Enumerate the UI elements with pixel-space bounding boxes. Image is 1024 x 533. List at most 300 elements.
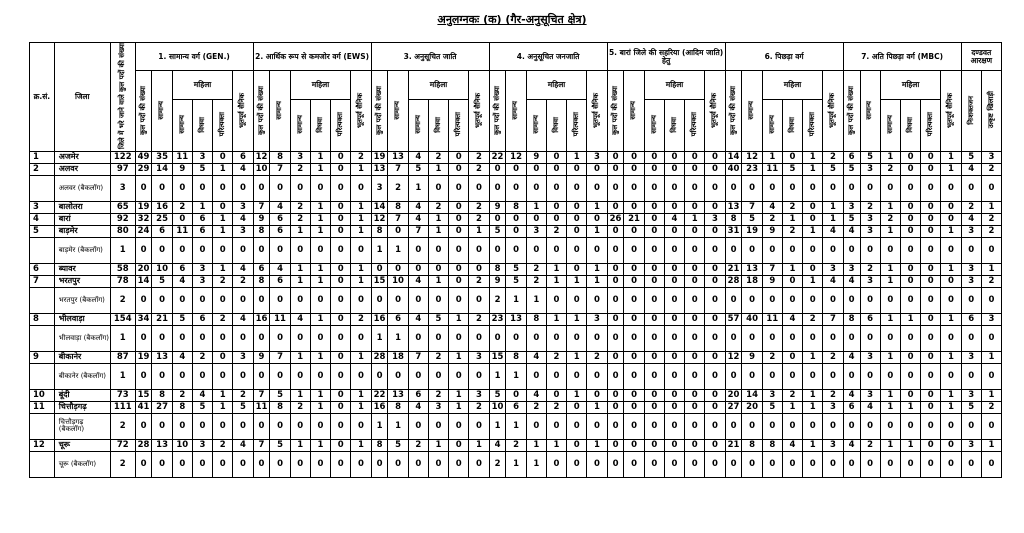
table-cell: 2	[290, 163, 310, 175]
table-cell: 1	[110, 363, 135, 389]
table-cell: 0	[546, 175, 566, 201]
table-cell: 0	[782, 325, 802, 351]
table-cell: 2	[408, 439, 428, 451]
table-cell: 0	[607, 363, 624, 389]
table-cell: 0	[233, 363, 253, 389]
table-cell: 0	[469, 237, 489, 263]
table-cell: 24	[135, 225, 152, 237]
table-cell: 8	[725, 213, 742, 225]
table-cell: 0	[685, 225, 705, 237]
table-cell: 1	[587, 201, 607, 213]
table-cell: 0	[725, 175, 742, 201]
table-cell: 0	[310, 413, 330, 439]
table-cell: 154	[110, 313, 135, 325]
subheader-total-posts: कुल पदों की संख्या	[489, 71, 506, 152]
table-cell: 8	[253, 225, 270, 237]
table-cell: 0	[624, 201, 644, 213]
table-cell: 8	[388, 401, 408, 413]
table-cell: 7	[742, 201, 762, 213]
table-cell: 0	[408, 363, 428, 389]
subheader-general: सामान्य	[860, 71, 880, 152]
table-cell: 2	[546, 401, 566, 413]
table-cell: 80	[110, 225, 135, 237]
table-cell: 0	[644, 263, 664, 275]
table-cell: 13	[152, 439, 172, 451]
table-cell: 0	[762, 325, 782, 351]
table-cell: 1	[351, 225, 371, 237]
table-cell: 0	[152, 413, 172, 439]
table-cell: 0	[762, 237, 782, 263]
table-cell: 0	[607, 313, 624, 325]
table-cell: 0	[388, 363, 408, 389]
table-cell: 0	[705, 351, 725, 363]
table-cell: 0	[469, 175, 489, 201]
table-cell: 0	[900, 163, 920, 175]
table-cell: 4	[526, 351, 546, 363]
table-cell: 1	[351, 201, 371, 213]
table-cell: 0	[526, 325, 546, 351]
table-cell: 0	[860, 287, 880, 313]
table-cell: 0	[705, 237, 725, 263]
table-cell: 18	[742, 275, 762, 287]
table-cell: 2	[469, 275, 489, 287]
table-cell: 0	[233, 413, 253, 439]
table-row	[30, 287, 1002, 313]
table-cell: 1	[351, 275, 371, 287]
table-cell: 0	[587, 163, 607, 175]
table-cell: 1	[110, 325, 135, 351]
table-cell: 4	[192, 389, 212, 401]
table-cell: 1	[192, 201, 212, 213]
table-cell: 0	[331, 351, 351, 363]
table-cell: 0	[567, 413, 587, 439]
table-cell: 0	[880, 363, 900, 389]
table-cell: 4	[823, 275, 843, 287]
table-cell: 23	[489, 313, 506, 325]
table-cell: 6	[843, 151, 860, 163]
table-cell: 5	[270, 439, 290, 451]
table-cell: 4	[233, 313, 253, 325]
table-cell: 0	[233, 451, 253, 477]
table-cell: 0	[331, 401, 351, 413]
table-cell: 0	[644, 151, 664, 163]
table-cell: 2	[290, 201, 310, 213]
subheader-total-posts: कुल पदों की संख्या	[607, 71, 624, 152]
table-cell: 22	[489, 151, 506, 163]
table-cell: 0	[685, 237, 705, 263]
table-cell: 0	[644, 351, 664, 363]
table-cell: 4	[408, 275, 428, 287]
table-cell: 4	[860, 401, 880, 413]
table-cell: 1	[587, 225, 607, 237]
table-cell: 3	[961, 389, 981, 401]
table-cell: 3	[371, 175, 388, 201]
table-cell: 0	[880, 413, 900, 439]
table-cell: 5	[506, 263, 526, 275]
table-cell: 5	[843, 213, 860, 225]
table-cell: 1	[449, 401, 469, 413]
table-cell: 2	[506, 439, 526, 451]
table-cell: 0	[351, 287, 371, 313]
table-cell: 0	[981, 451, 1001, 477]
table-cell: 0	[644, 363, 664, 389]
table-cell: 2	[233, 275, 253, 287]
table-cell: 27	[152, 401, 172, 413]
table-cell: 5	[152, 275, 172, 287]
table-cell: 3	[981, 313, 1001, 325]
table-cell: 0	[762, 413, 782, 439]
table-cell: 0	[506, 213, 526, 225]
table-cell: 0	[567, 287, 587, 313]
table-cell: 0	[900, 213, 920, 225]
table-cell: 0	[489, 237, 506, 263]
table-cell: 1	[880, 401, 900, 413]
table-cell: 1	[371, 237, 388, 263]
table-cell: 0	[192, 175, 212, 201]
table-cell: 0	[782, 175, 802, 201]
table-cell: 1	[823, 213, 843, 225]
row-district: बूंदी	[54, 389, 110, 401]
table-cell: 0	[624, 151, 644, 163]
table-cell: 0	[192, 237, 212, 263]
table-cell: 0	[803, 175, 823, 201]
table-cell: 26	[607, 213, 624, 225]
table-cell: 4	[172, 275, 192, 287]
row-district: भरतपुर (बैकलॉग)	[54, 287, 110, 313]
table-cell: 2	[803, 313, 823, 325]
table-cell: 0	[290, 451, 310, 477]
table-cell: 0	[624, 225, 644, 237]
table-cell: 5	[428, 313, 448, 325]
table-row	[30, 213, 1002, 225]
table-cell: 0	[270, 363, 290, 389]
table-cell: 2	[489, 287, 506, 313]
table-cell: 0	[587, 175, 607, 201]
table-cell: 3	[823, 439, 843, 451]
table-row	[30, 439, 1002, 451]
table-cell: 0	[685, 201, 705, 213]
table-cell: 0	[567, 451, 587, 477]
table-cell: 0	[685, 439, 705, 451]
table-cell: 4	[843, 389, 860, 401]
table-cell: 1	[290, 275, 310, 287]
table-cell: 16	[371, 313, 388, 325]
table-cell: 2	[469, 313, 489, 325]
table-cell: 1	[803, 389, 823, 401]
subheader-sportsperson: उत्कृष्ट खिलाड़ी	[981, 71, 1001, 152]
table-cell: 8	[371, 225, 388, 237]
table-row	[30, 163, 1002, 175]
table-cell: 0	[449, 413, 469, 439]
table-cell: 0	[900, 151, 920, 163]
subheader-mahila: महिला	[880, 71, 941, 100]
table-cell: 0	[782, 413, 802, 439]
table-cell: 0	[843, 363, 860, 389]
table-cell: 3	[587, 313, 607, 325]
table-cell: 0	[961, 287, 981, 313]
table-row	[30, 263, 1002, 275]
row-district: भीलवाड़ा	[54, 313, 110, 325]
row-district: अजमेर	[54, 151, 110, 163]
table-cell: 0	[331, 213, 351, 225]
table-cell: 0	[152, 287, 172, 313]
table-cell: 1	[310, 439, 330, 451]
table-cell: 0	[624, 439, 644, 451]
subheader-ex-service: भूतपूर्व सैनिक	[823, 71, 843, 152]
table-cell: 0	[742, 175, 762, 201]
table-cell: 5	[961, 401, 981, 413]
table-cell: 0	[921, 439, 941, 451]
table-cell: 6	[408, 389, 428, 401]
table-cell: 0	[449, 325, 469, 351]
row-district: चूरू (बैकलॉग)	[54, 451, 110, 477]
table-cell: 0	[388, 263, 408, 275]
table-cell: 0	[705, 263, 725, 275]
table-cell: 0	[981, 175, 1001, 201]
table-cell: 0	[705, 201, 725, 213]
table-cell: 0	[900, 201, 920, 213]
table-cell: 1	[506, 287, 526, 313]
row-district: चित्तौड़गढ़	[54, 401, 110, 413]
table-cell: 7	[253, 201, 270, 213]
table-cell: 4	[489, 439, 506, 451]
table-cell: 28	[725, 275, 742, 287]
table-cell: 31	[725, 225, 742, 237]
table-cell: 0	[546, 213, 566, 225]
subheader-mahila-general: सामान्य	[880, 99, 900, 151]
table-cell: 0	[567, 439, 587, 451]
table-cell: 1	[310, 401, 330, 413]
table-cell: 0	[981, 413, 1001, 439]
table-cell: 0	[664, 275, 684, 287]
table-cell: 0	[941, 201, 961, 213]
table-cell: 0	[607, 163, 624, 175]
row-sno	[30, 175, 55, 201]
table-cell: 0	[941, 237, 961, 263]
table-cell: 0	[526, 413, 546, 439]
table-cell: 0	[449, 451, 469, 477]
table-cell: 0	[253, 325, 270, 351]
table-cell: 0	[803, 213, 823, 225]
table-cell: 3	[587, 151, 607, 163]
table-cell: 0	[921, 225, 941, 237]
table-cell: 0	[624, 325, 644, 351]
table-cell: 0	[961, 325, 981, 351]
table-cell: 0	[213, 325, 233, 351]
table-cell: 0	[428, 175, 448, 201]
table-cell: 0	[860, 237, 880, 263]
table-cell: 0	[253, 287, 270, 313]
table-cell: 0	[921, 175, 941, 201]
table-cell: 11	[172, 151, 192, 163]
table-cell: 0	[526, 163, 546, 175]
subheader-total-posts: कुल पदों की संख्या	[843, 71, 860, 152]
table-cell: 0	[253, 175, 270, 201]
table-cell: 0	[823, 237, 843, 263]
table-cell: 2	[762, 351, 782, 363]
table-cell: 6	[270, 213, 290, 225]
table-cell: 0	[371, 263, 388, 275]
table-cell: 0	[644, 213, 664, 225]
table-cell: 0	[860, 325, 880, 351]
table-cell: 0	[921, 401, 941, 413]
table-cell: 3	[961, 275, 981, 287]
table-cell: 0	[213, 363, 233, 389]
table-cell: 0	[725, 451, 742, 477]
table-cell: 3	[823, 263, 843, 275]
table-cell: 0	[941, 439, 961, 451]
group-header-mbc: 7. अति पिछड़ा वर्ग (MBC)	[843, 43, 961, 71]
table-row	[30, 175, 1002, 201]
table-cell: 0	[172, 325, 192, 351]
row-district: चूरू	[54, 439, 110, 451]
header-sno: क्र.सं.	[30, 43, 55, 152]
table-cell: 1	[803, 439, 823, 451]
table-cell: 1	[941, 225, 961, 237]
table-cell: 0	[253, 363, 270, 389]
table-cell: 0	[310, 325, 330, 351]
table-cell: 0	[331, 439, 351, 451]
table-cell: 1	[526, 287, 546, 313]
table-cell: 0	[253, 413, 270, 439]
table-cell: 1	[310, 163, 330, 175]
table-cell: 0	[685, 175, 705, 201]
table-cell: 1	[213, 401, 233, 413]
table-cell: 1	[213, 225, 233, 237]
table-cell: 0	[449, 225, 469, 237]
table-cell: 6	[843, 401, 860, 413]
table-cell: 0	[921, 413, 941, 439]
table-cell: 0	[685, 451, 705, 477]
table-cell: 0	[685, 413, 705, 439]
table-cell: 0	[685, 163, 705, 175]
table-cell: 0	[449, 439, 469, 451]
table-cell: 1	[567, 389, 587, 401]
table-cell: 0	[408, 263, 428, 275]
table-cell: 1	[762, 151, 782, 163]
table-cell: 1	[310, 389, 330, 401]
table-cell: 0	[587, 237, 607, 263]
table-cell: 0	[607, 237, 624, 263]
table-cell: 5	[192, 163, 212, 175]
table-cell: 1	[526, 451, 546, 477]
table-cell: 1	[567, 275, 587, 287]
table-cell: 0	[900, 413, 920, 439]
subheader-widow: विधवा	[664, 99, 684, 151]
table-cell: 0	[213, 151, 233, 163]
subheader-general: सामान्य	[624, 71, 644, 152]
table-cell: 0	[152, 325, 172, 351]
table-cell: 2	[981, 401, 1001, 413]
table-cell: 16	[371, 401, 388, 413]
group-header-general: 1. सामान्य वर्ग (GEN.)	[135, 43, 253, 71]
table-cell: 0	[921, 263, 941, 275]
table-cell: 0	[921, 163, 941, 175]
table-cell: 0	[705, 275, 725, 287]
table-cell: 5	[762, 401, 782, 413]
table-cell: 0	[546, 413, 566, 439]
table-cell: 3	[192, 151, 212, 163]
table-cell: 0	[331, 263, 351, 275]
table-cell: 0	[782, 275, 802, 287]
table-cell: 1	[351, 401, 371, 413]
table-cell: 3	[843, 263, 860, 275]
table-cell: 1	[567, 351, 587, 363]
table-cell: 0	[567, 225, 587, 237]
table-cell: 5	[233, 401, 253, 413]
table-cell: 1	[428, 213, 448, 225]
table-cell: 0	[823, 363, 843, 389]
table-cell: 1	[587, 263, 607, 275]
table-header	[30, 43, 1002, 152]
table-cell: 0	[900, 225, 920, 237]
table-cell: 3	[860, 163, 880, 175]
subheader-widow: विधवा	[428, 99, 448, 151]
table-cell: 1	[310, 263, 330, 275]
table-cell: 5	[843, 163, 860, 175]
table-cell: 40	[742, 313, 762, 325]
table-cell: 2	[213, 275, 233, 287]
table-cell: 1	[900, 401, 920, 413]
subheader-general: सामान्य	[152, 71, 172, 152]
table-cell: 0	[860, 413, 880, 439]
row-sno: 5	[30, 225, 55, 237]
table-cell: 0	[624, 163, 644, 175]
table-cell: 1	[469, 439, 489, 451]
table-cell: 0	[371, 451, 388, 477]
table-cell: 1	[803, 351, 823, 363]
table-cell: 65	[110, 201, 135, 213]
table-cell: 19	[135, 351, 152, 363]
table-cell: 0	[408, 287, 428, 313]
table-cell: 3	[469, 389, 489, 401]
table-cell: 1	[489, 413, 506, 439]
table-cell: 3	[860, 225, 880, 237]
table-cell: 0	[941, 275, 961, 287]
table-cell: 2	[290, 213, 310, 225]
table-cell: 0	[705, 163, 725, 175]
table-cell: 13	[152, 351, 172, 363]
table-cell: 1	[213, 389, 233, 401]
table-cell: 0	[685, 325, 705, 351]
table-cell: 0	[449, 151, 469, 163]
table-cell: 14	[135, 275, 152, 287]
table-cell: 1	[213, 263, 233, 275]
table-cell: 1	[310, 201, 330, 213]
table-cell: 1	[351, 213, 371, 225]
table-cell: 1	[981, 439, 1001, 451]
table-cell: 0	[607, 439, 624, 451]
row-sno	[30, 325, 55, 351]
table-cell: 2	[388, 175, 408, 201]
table-cell: 0	[290, 363, 310, 389]
table-cell: 0	[371, 287, 388, 313]
table-cell: 6	[253, 263, 270, 275]
table-cell: 0	[408, 237, 428, 263]
table-cell: 0	[644, 325, 664, 351]
table-cell: 1	[880, 351, 900, 363]
table-cell: 19	[371, 151, 388, 163]
table-cell: 0	[900, 325, 920, 351]
table-cell: 0	[408, 325, 428, 351]
table-cell: 3	[843, 201, 860, 213]
table-cell: 1	[782, 263, 802, 275]
table-cell: 0	[941, 213, 961, 225]
subheader-widow: विधवा	[782, 99, 802, 151]
table-cell: 0	[253, 451, 270, 477]
subheader-mahila: महिला	[172, 71, 233, 100]
table-cell: 0	[664, 401, 684, 413]
